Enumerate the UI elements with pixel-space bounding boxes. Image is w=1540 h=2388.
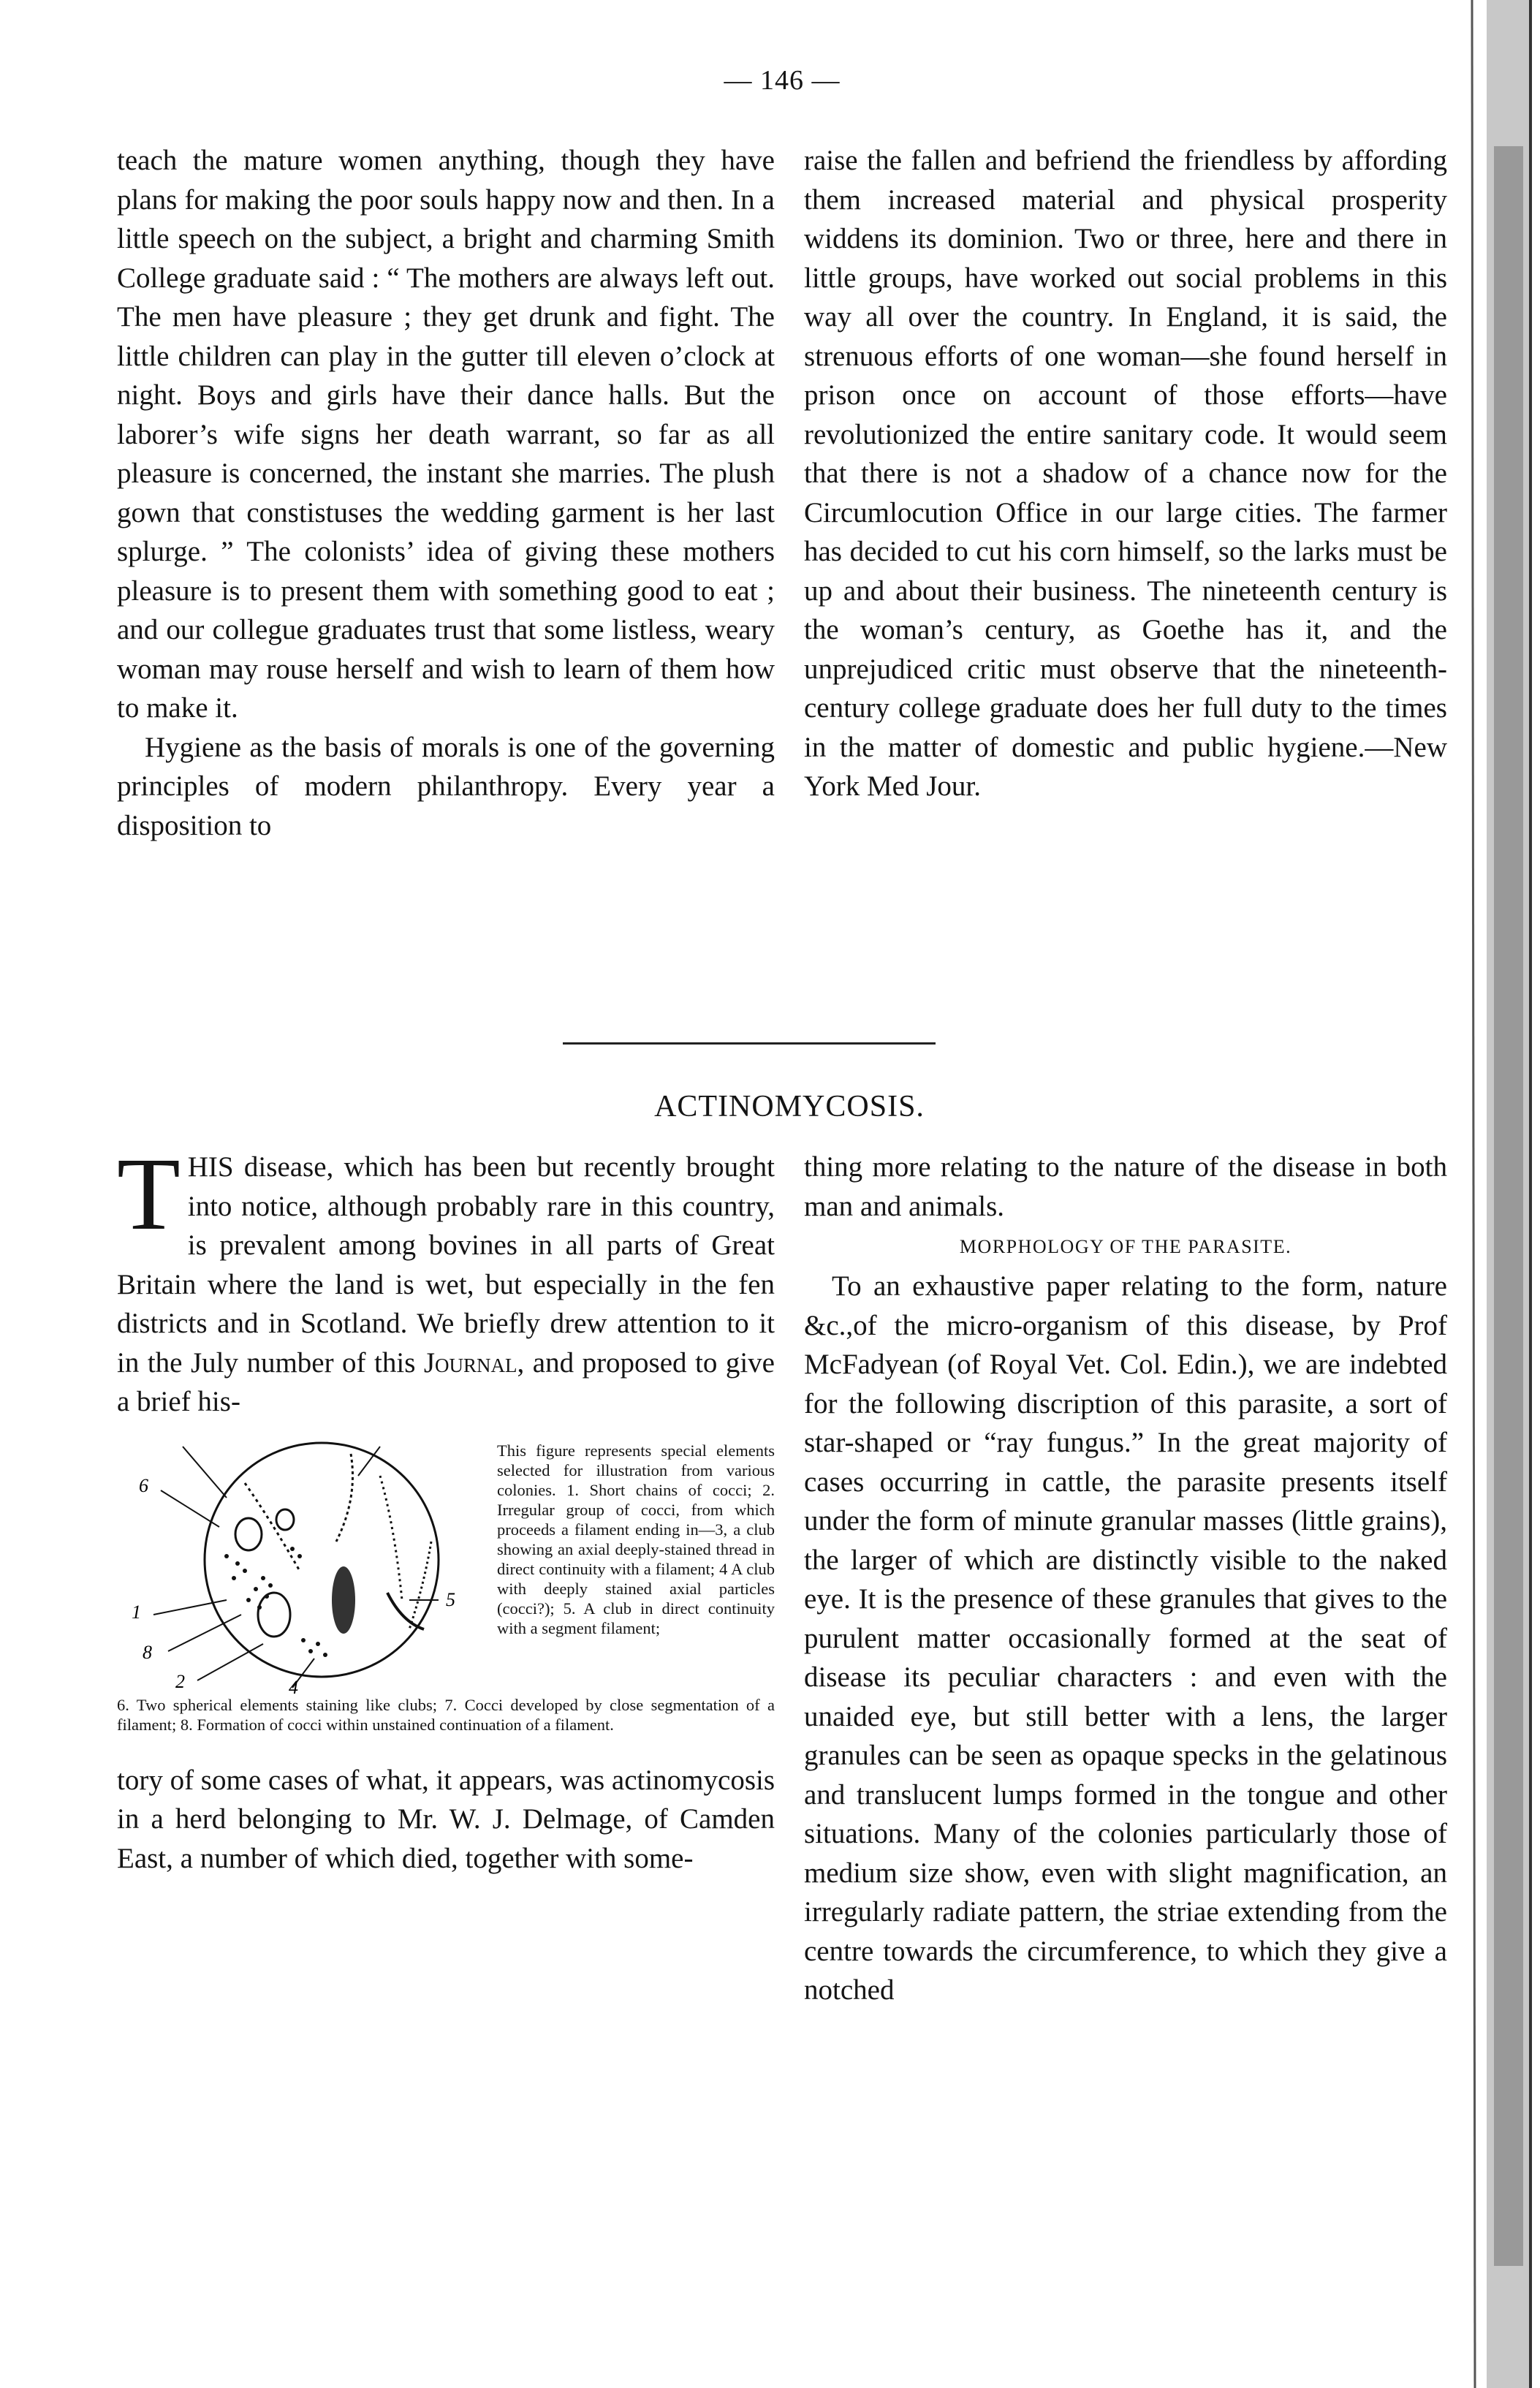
paragraph: teach the mature women anything, though they have plans for making the poor souls happy now and then. In a little speech on the subject, a bright and charming Smith College graduate said : “ The mothers are always left out. The men have pleasure ; they get drunk and fight. The little children can play in the gutter till eleven o’clock at night. Boys and girls have their dance halls. But the laborer’s wife signs her death warrant, so far as all pleasure is concerned, the instant she marries. The plush gown that constistuses the wedding garment is her last splurge. ” The colonists’ idea of giving these mothers pleasure is to present them with something good to eat ; and our collegue graduates trust that some listless, weary woman may rouse herself and wish to learn of them how to make it. <box>117 145 775 724</box>
spherical-element-2 <box>276 1509 294 1530</box>
figure <box>117 1432 775 1695</box>
figure-label-8: 8 <box>143 1641 152 1663</box>
field-circle <box>205 1443 439 1677</box>
drop-cap: T <box>117 1136 181 1251</box>
top-right-column <box>804 141 1447 806</box>
article-title: ACTINOMYCOSIS. <box>654 1090 925 1123</box>
figure-label-2: 2 <box>175 1670 185 1692</box>
bottom-left-column <box>117 1136 775 1878</box>
figure-caption-side: This figure represents special elements selected for illustration from various colonies. 1. Short chains of cocci; 2. Irregular group of cocci, from which proceeds a filament ending in—3, a club showing an axial deeply-stained thread in direct continuity with a filament; 4 A club with deeply stained axial particles (cocci?); 5. A club in direct continuity with a segment filament; <box>497 1441 775 1637</box>
cocci-group <box>224 1547 327 1657</box>
paragraph: raise the fallen and befriend the friendless by affording them increased material and physical prosperity widdens its dominion. Two or three, here and there in little groups, have worked out social problems in this way all over the country. In England, it is said, the strenuous efforts of one woman—she found herself in prison once on account of those efforts—have revolutionized the entire sanitary code. It would seem that there is not a shadow of a chance now for the Circumlocution Office in our large cities. The farmer has decided to cut his corn himself, so the larks must be up and about their business. The nineteenth century is the woman’s century, as Goethe has it, and the unprejudiced critic must observe that the nineteenth-century college graduate does her full duty to the times in the matter of domestic and public hygiene.—New York Med Jour. <box>804 145 1447 802</box>
club-2 <box>258 1593 290 1637</box>
opening-text-end: , and proposed to give a brief his- <box>117 1346 775 1417</box>
microscope-figure <box>117 1432 526 1695</box>
opening-text: HIS disease, which has been but recently brought into notice, although probably rare in this country, is prevalent among bovines in all parts of Great Britain where the land is wet, but especially in the fen districts and in Scotland. We briefly drew attention to it in the July number of this <box>117 1151 775 1379</box>
filament-4 <box>409 1542 431 1629</box>
figure-caption-continued: 6. Two spherical elements staining like clubs; 7. Cocci developed by close segmentation of a filament; 8. Formation of cocci within unstained continuation of a filament. <box>117 1695 775 1734</box>
scanned-page-edge <box>1450 0 1540 2388</box>
club-1 <box>332 1566 355 1634</box>
figure-label-4: 4 <box>289 1676 298 1695</box>
morphology-paragraph: To an exhaustive paper relating to the form, nature &c.,of the micro-organism of this disease, by Prof McFadyean (of Royal Vet. Col. Edin.), we are indebted for the following discription of this parasite, a sort of star-shaped or “ray fungus.” In the great majority of cases occurring in cattle, the parasite presents itself under the form of minute granular masses (little grains), the larger of which are distinctly visible to the naked eye. It is the presence of these granules that gives to the purulent matter occasionally formed at the seat of disease its peculiar characters : and even with the unaided eye, but still better with a lens, the larger granules can be seen as opaque specks in the gelatinous and translucent lumps formed in the tongue and other situations. Many of the colonies particularly those of medium size show, even with slight magnification, an irregularly radiate pattern, the striae extending from the centre towards the circumference, to which they give a notched <box>804 1270 1447 2006</box>
section-heading: MORPHOLOGY OF THE PARASITE. <box>959 1236 1292 1257</box>
spherical-element-1 <box>235 1518 262 1550</box>
section-divider <box>563 1042 936 1045</box>
article-continuation: tory of some cases of what, it appears, was actinomycosis in a herd belonging to Mr. W. J. Delmage, of Camden East, a number of which died, together with some- <box>117 1764 775 1874</box>
filament-2 <box>336 1454 353 1542</box>
paragraph: Hygiene as the basis of morals is one of the governing principles of modern philanthropy. Every year a disposition to <box>117 731 775 841</box>
page-number: — 146 — <box>724 65 841 96</box>
bottom-right-column <box>804 1148 1447 2010</box>
top-left-column <box>117 141 775 845</box>
filament-3 <box>380 1476 402 1600</box>
journal-word: Journal <box>423 1346 517 1379</box>
figure-label-6: 6 <box>139 1474 148 1496</box>
article-intro-continued: thing more relating to the nature of the disease in both man and animals. <box>804 1151 1447 1222</box>
figure-label-5: 5 <box>446 1588 455 1610</box>
article-opening <box>117 1136 775 1422</box>
figure-label-1: 1 <box>132 1601 141 1623</box>
